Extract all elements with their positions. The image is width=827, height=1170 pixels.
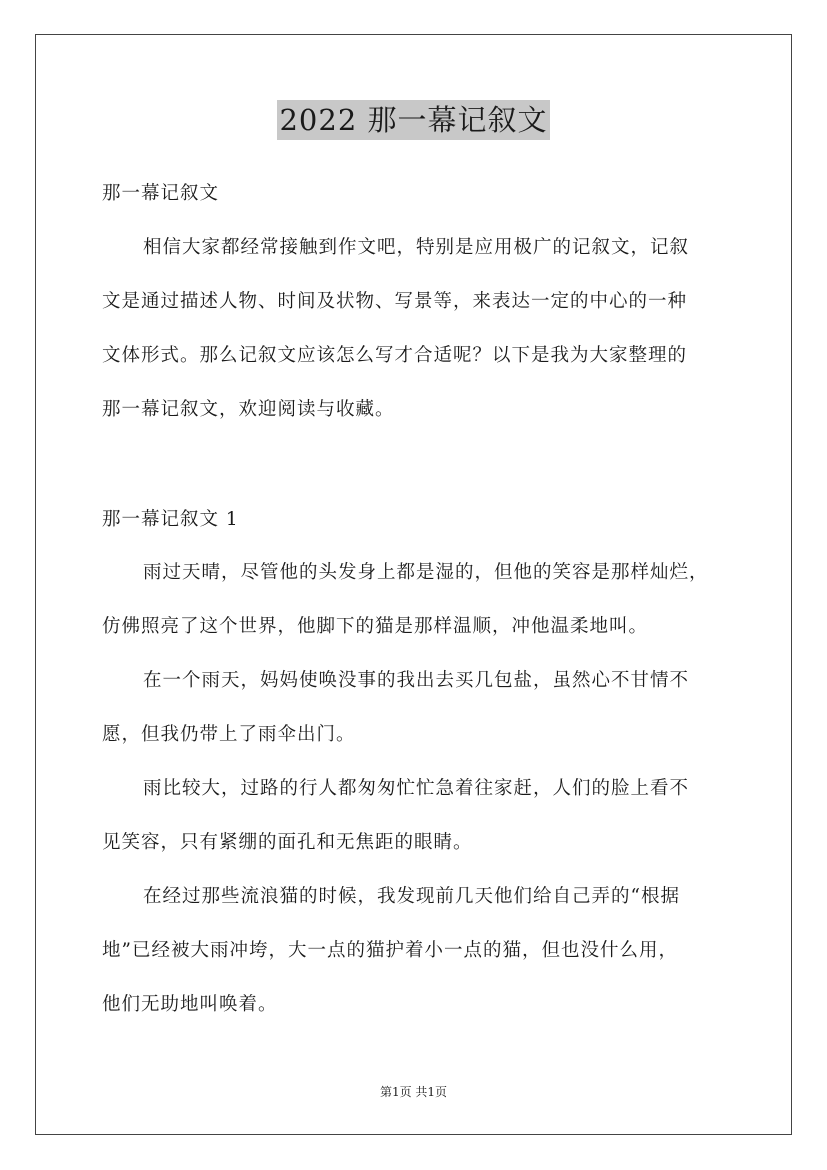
intro-line-2: 文是通过描述人物、时间及状物、写景等，来表达一定的中心的一种 (102, 291, 688, 312)
intro-line-4: 那一幕记叙文，欢迎阅读与收藏。 (102, 399, 395, 420)
intro-line-1: 相信大家都经常接触到作文吧，特别是应用极广的记叙文，记叙 (143, 237, 690, 258)
intro-line-3: 文体形式。那么记叙文应该怎么写才合适呢？以下是我为大家整理的 (102, 345, 688, 366)
subtitle: 那一幕记叙文 (102, 183, 220, 204)
body-line-5: 雨比较大，过路的行人都匆匆忙忙急着往家赶，人们的脸上看不 (143, 778, 690, 799)
body-line-7: 在经过那些流浪猫的时候，我发现前几天他们给自己弄的“根据 (143, 886, 680, 907)
body-line-6: 见笑容，只有紧绷的面孔和无焦距的眼睛。 (102, 832, 473, 853)
page-footer: 第1页 共1页 (379, 1085, 448, 1099)
body-line-8: 地”已经被大雨冲垮，大一点的猫护着小一点的猫，但也没什么用， (102, 940, 678, 961)
document-title: 2022 那一幕记叙文 (277, 100, 549, 140)
body-line-9: 他们无助地叫唤着。 (102, 994, 278, 1015)
body-line-4: 愿，但我仍带上了雨伞出门。 (102, 724, 356, 745)
body-line-1: 雨过天晴，尽管他的头发身上都是湿的，但他的笑容是那样灿烂， (143, 562, 709, 583)
section-heading: 那一幕记叙文 1 (102, 509, 239, 530)
body-line-2: 仿佛照亮了这个世界，他脚下的猫是那样温顺，冲他温柔地叫。 (102, 616, 649, 637)
title-container (0, 100, 827, 140)
body-line-3: 在一个雨天，妈妈使唤没事的我出去买几包盐，虽然心不甘情不 (143, 670, 690, 691)
